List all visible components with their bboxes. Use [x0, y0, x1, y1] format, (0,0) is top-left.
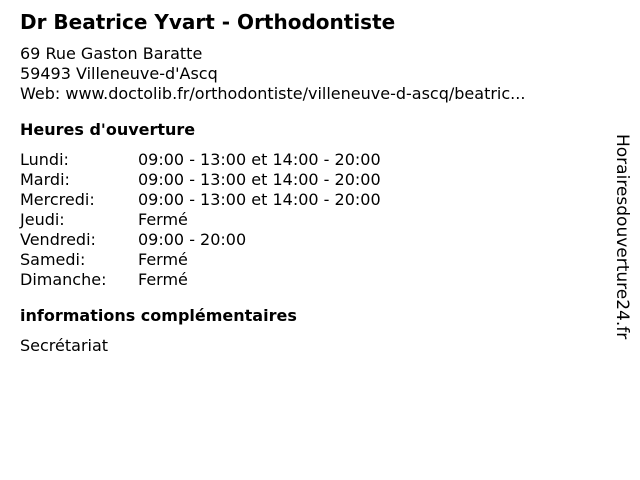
hours-row-wednesday — [20, 190, 600, 210]
hours-row-saturday — [20, 250, 600, 270]
hours-title: Heures d'ouverture — [20, 120, 196, 139]
day-hours: Fermé — [138, 210, 188, 229]
business-card — [20, 8, 600, 356]
hours-row-sunday — [20, 270, 600, 290]
day-label: Samedi: — [20, 250, 86, 269]
day-label: Mardi: — [20, 170, 70, 189]
day-hours: Fermé — [138, 250, 188, 269]
page-title: Dr Beatrice Yvart - Orthodontiste — [20, 10, 396, 34]
hours-row-tuesday — [20, 170, 600, 190]
day-hours: 09:00 - 13:00 et 14:00 - 20:00 — [138, 170, 381, 189]
hours-row-thursday — [20, 210, 600, 230]
hours-table — [20, 150, 600, 290]
day-label: Lundi: — [20, 150, 69, 169]
hours-row-monday — [20, 150, 600, 170]
day-hours: 09:00 - 13:00 et 14:00 - 20:00 — [138, 150, 381, 169]
street-address: 69 Rue Gaston Baratte — [20, 44, 203, 63]
extra-info-title: informations complémentaires — [20, 306, 297, 325]
website-link[interactable]: Web: www.doctolib.fr/orthodontiste/villeneuve-d-ascq/beatric... — [20, 84, 526, 103]
city-address: 59493 Villeneuve-d'Ascq — [20, 64, 218, 83]
day-hours: 09:00 - 13:00 et 14:00 - 20:00 — [138, 190, 381, 209]
address-block — [20, 44, 600, 104]
extra-info-text: Secrétariat — [20, 336, 109, 355]
day-label: Dimanche: — [20, 270, 107, 289]
day-label: Jeudi: — [20, 210, 65, 229]
site-watermark: Horairesdouverture24.fr — [612, 134, 632, 340]
hours-row-friday — [20, 230, 600, 250]
day-hours: Fermé — [138, 270, 188, 289]
day-label: Vendredi: — [20, 230, 96, 249]
day-label: Mercredi: — [20, 190, 95, 209]
day-hours: 09:00 - 20:00 — [138, 230, 247, 249]
